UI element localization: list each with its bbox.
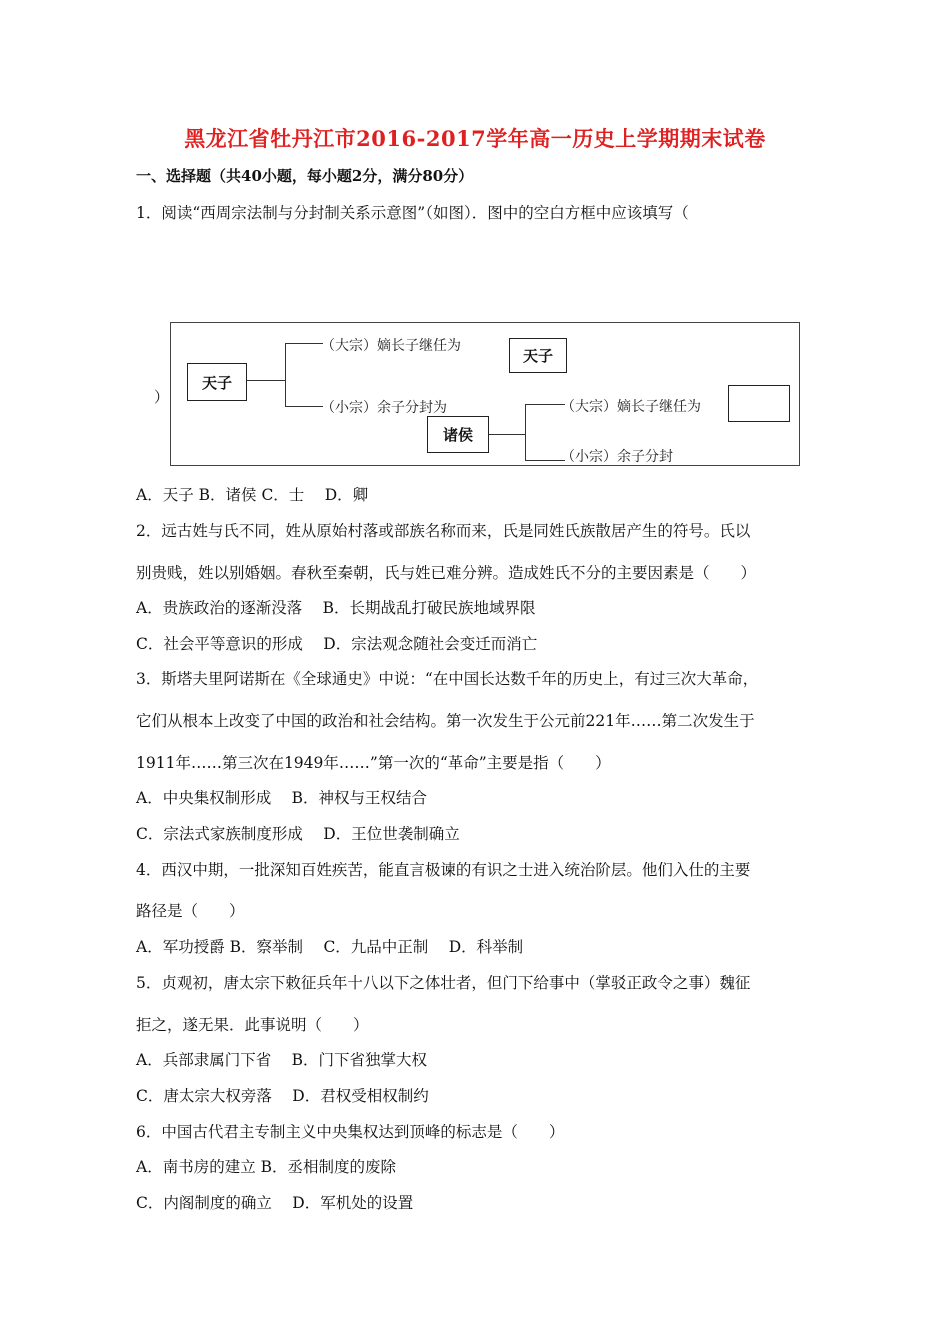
question-option-line: C．内阁制度的确立 D．军机处的设置 <box>136 1194 414 1212</box>
question-1-stem: 1．阅读“西周宗法制与分封制关系示意图”（如图）．图中的空白方框中应该填写（ <box>136 204 689 222</box>
question-option-line: A．南书房的建立 B．丞相制度的废除 <box>136 1158 397 1176</box>
diagram-mid-top-label: （大宗）嫡长子继任为 <box>561 399 701 415</box>
diagram-connector <box>285 343 286 406</box>
diagram-top-branch-label: （大宗）嫡长子继任为 <box>321 338 461 354</box>
question-4-stem: 路径是（ ） <box>136 902 245 920</box>
diagram-connector <box>489 434 525 435</box>
question-4-stem: 4．西汉中期，一批深知百姓疾苦，能直言极谏的有识之士进入统治阶层。他们入仕的主要 <box>136 861 751 879</box>
diagram-connector <box>247 380 285 381</box>
diagram-connector <box>525 404 526 460</box>
question-option-line: A．中央集权制形成 B．神权与王权结合 <box>136 789 428 807</box>
diagram-connector <box>525 460 565 461</box>
question-option-line: C．唐太宗大权旁落 D．君权受相权制约 <box>136 1087 429 1105</box>
page-title: 黑龙江省牡丹江市2016-2017学年高一历史上学期期末试卷 <box>184 126 766 151</box>
question-option-line: A．天子 B．诸侯 C．士 D．卿 <box>136 486 369 504</box>
question-option-line: A．兵部隶属门下省 B．门下省独掌大权 <box>136 1051 428 1069</box>
diagram-mid-bottom-label: （小宗）余子分封 <box>561 449 673 465</box>
question-2-stem: 2．远古姓与氏不同，姓从原始村落或部族名称而来，氏是同姓氏族散居产生的符号。氏以 <box>136 522 751 540</box>
question-5-stem: 5．贞观初，唐太宗下敕征兵年十八以下之体壮者，但门下给事中（掌驳正政令之事）魏征 <box>136 974 751 992</box>
question-option-line: C．社会平等意识的形成 D．宗法观念随社会变迁而消亡 <box>136 635 538 653</box>
question-5-stem: 拒之，遂无果．此事说明（ ） <box>136 1016 369 1034</box>
question-3-stem: 3．斯塔夫里阿诺斯在《全球通史》中说：“在中国长达数千年的历史上，有过三次大革命， <box>136 670 759 688</box>
question-2-stem: 别贵贱，姓以别婚姻。春秋至秦朝，氏与姓已难分辨。造成姓氏不分的主要因素是（ ） <box>136 564 757 582</box>
question-option-line: A．贵族政治的逐渐没落 B．长期战乱打破民族地域界限 <box>136 599 536 617</box>
zongfa-diagram <box>170 322 800 466</box>
diagram-top-branch-box: 天子 <box>509 338 567 373</box>
diagram-connector <box>285 406 323 407</box>
question-option-line: A．军功授爵 B．察举制 C．九品中正制 D．科举制 <box>136 938 524 956</box>
diagram-root-box: 天子 <box>187 363 247 401</box>
question-6-stem: 6．中国古代君主专制主义中央集权达到顶峰的标志是（ ） <box>136 1123 565 1141</box>
diagram-connector <box>525 404 565 405</box>
question-3-stem: 1911年……第三次在1949年……”第一次的“革命”主要是指（ ） <box>136 754 611 772</box>
question-3-stem: 它们从根本上改变了中国的政治和社会结构。第一次发生于公元前221年……第二次发生于 <box>136 712 755 730</box>
diagram-mid-box: 诸侯 <box>427 416 489 453</box>
diagram-connector <box>285 343 323 344</box>
question-option-line: C．宗法式家族制度形成 D．王位世袭制确立 <box>136 825 460 843</box>
diagram-bottom-branch-label: （小宗）余子分封为 <box>321 400 447 416</box>
question-1-paren: ） <box>154 388 170 406</box>
diagram-blank-box <box>728 385 790 422</box>
section-heading: 一、选择题（共40小题，每小题2分，满分80分） <box>136 167 474 185</box>
